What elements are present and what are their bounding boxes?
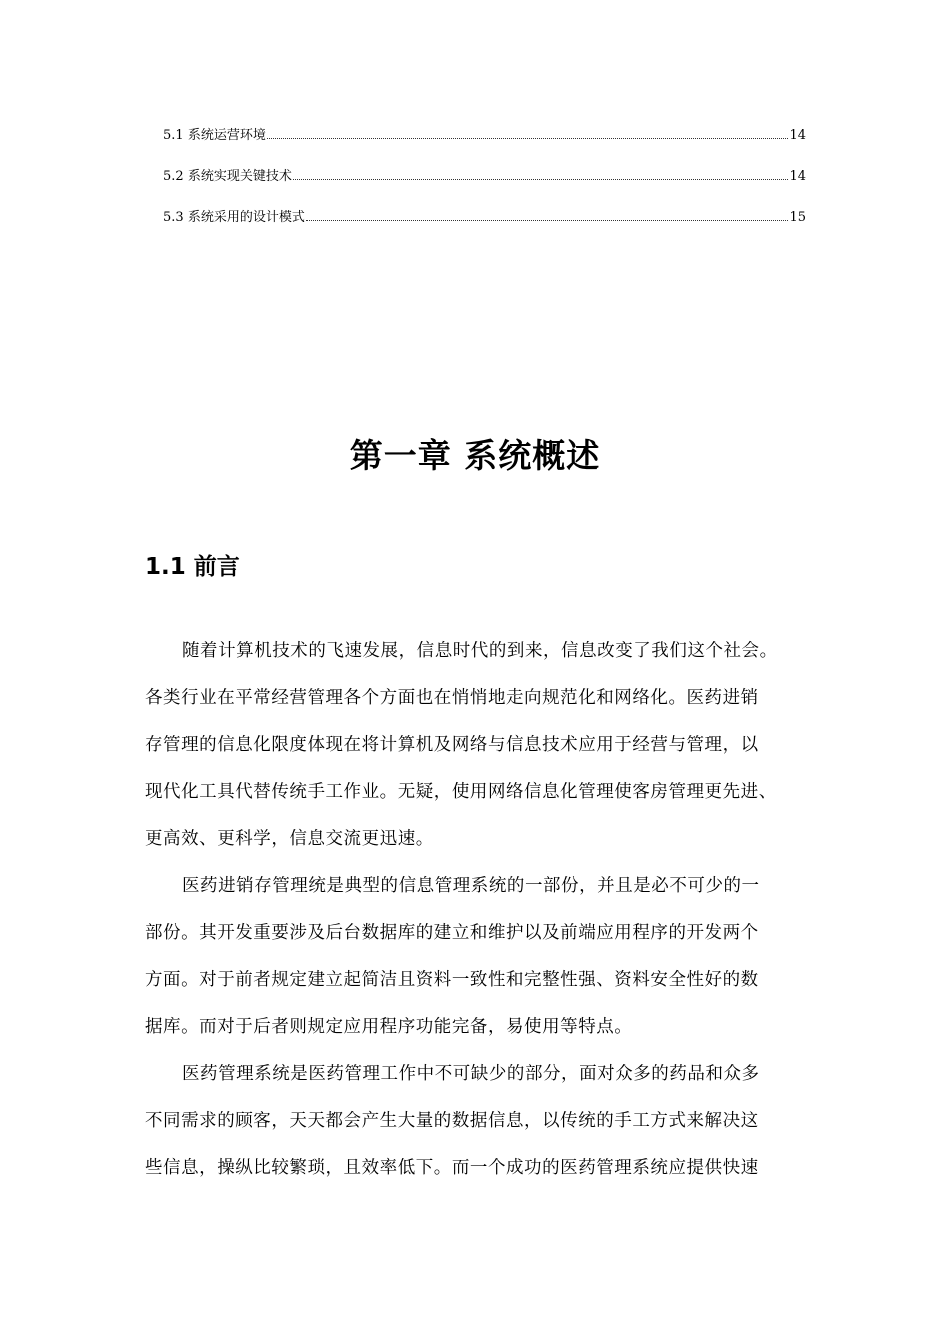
toc-entry-page: 14 xyxy=(789,128,806,143)
toc-entry-page: 14 xyxy=(789,169,806,184)
chapter-name: 系统概述 xyxy=(464,436,601,475)
toc-entry-page: 15 xyxy=(789,210,806,225)
toc-dot-leader xyxy=(306,219,789,221)
paragraph-line: 不同需求的顾客，天天都会产生大量的数据信息，以传统的手工方式来解决这 xyxy=(145,1111,759,1131)
paragraph-line: 些信息，操纵比较繁琐，且效率低下。而一个成功的医药管理系统应提供快速 xyxy=(145,1158,759,1178)
chapter-label: 第一章 xyxy=(349,436,452,475)
paragraph-line: 各类行业在平常经营管理各个方面也在悄悄地走向规范化和网络化。医药进销 xyxy=(145,688,759,708)
toc-entry-number: 5.3 xyxy=(163,210,184,225)
section-title xyxy=(145,550,240,584)
paragraph-line: 医药管理系统是医药管理工作中不可缺少的部分，面对众多的药品和众多 xyxy=(182,1064,760,1084)
toc-entry[interactable] xyxy=(163,208,806,249)
paragraph-line: 随着计算机技术的飞速发展，信息时代的到来，信息改变了我们这个社会。 xyxy=(182,641,778,661)
table-of-contents xyxy=(163,126,806,249)
toc-dot-leader xyxy=(267,137,789,139)
body-text xyxy=(145,632,805,1196)
paragraph-line: 现代化工具代替传统手工作业。无疑，使用网络信息化管理使客房管理更先进、 xyxy=(145,782,777,802)
paragraph xyxy=(145,632,805,867)
toc-entry-number: 5.2 xyxy=(163,169,184,184)
toc-dot-leader xyxy=(293,178,789,180)
paragraph-line: 部份。其开发重要涉及后台数据库的建立和维护以及前端应用程序的开发两个 xyxy=(145,923,759,943)
paragraph-line: 医药进销存管理统是典型的信息管理系统的一部份，并且是必不可少的一 xyxy=(182,876,760,896)
section-number: 1.1 xyxy=(145,554,186,580)
chapter-title xyxy=(0,432,950,480)
section-name: 前言 xyxy=(193,554,240,580)
toc-entry-title: 系统采用的设计模式 xyxy=(187,210,305,225)
toc-entry-title: 系统实现关键技术 xyxy=(187,169,292,184)
paragraph-line: 据库。而对于后者则规定应用程序功能完备，易使用等特点。 xyxy=(145,1017,633,1037)
toc-entry[interactable] xyxy=(163,126,806,167)
paragraph xyxy=(145,1055,805,1196)
toc-entry-title: 系统运营环境 xyxy=(187,128,266,143)
paragraph-line: 存管理的信息化限度体现在将计算机及网络与信息技术应用于经营与管理，以 xyxy=(145,735,759,755)
toc-entry-number: 5.1 xyxy=(163,128,184,143)
paragraph-line: 方面。对于前者规定建立起简洁且资料一致性和完整性强、资料安全性好的数 xyxy=(145,970,759,990)
paragraph xyxy=(145,867,805,1055)
toc-entry[interactable] xyxy=(163,167,806,208)
paragraph-line: 更高效、更科学，信息交流更迅速。 xyxy=(145,829,434,849)
